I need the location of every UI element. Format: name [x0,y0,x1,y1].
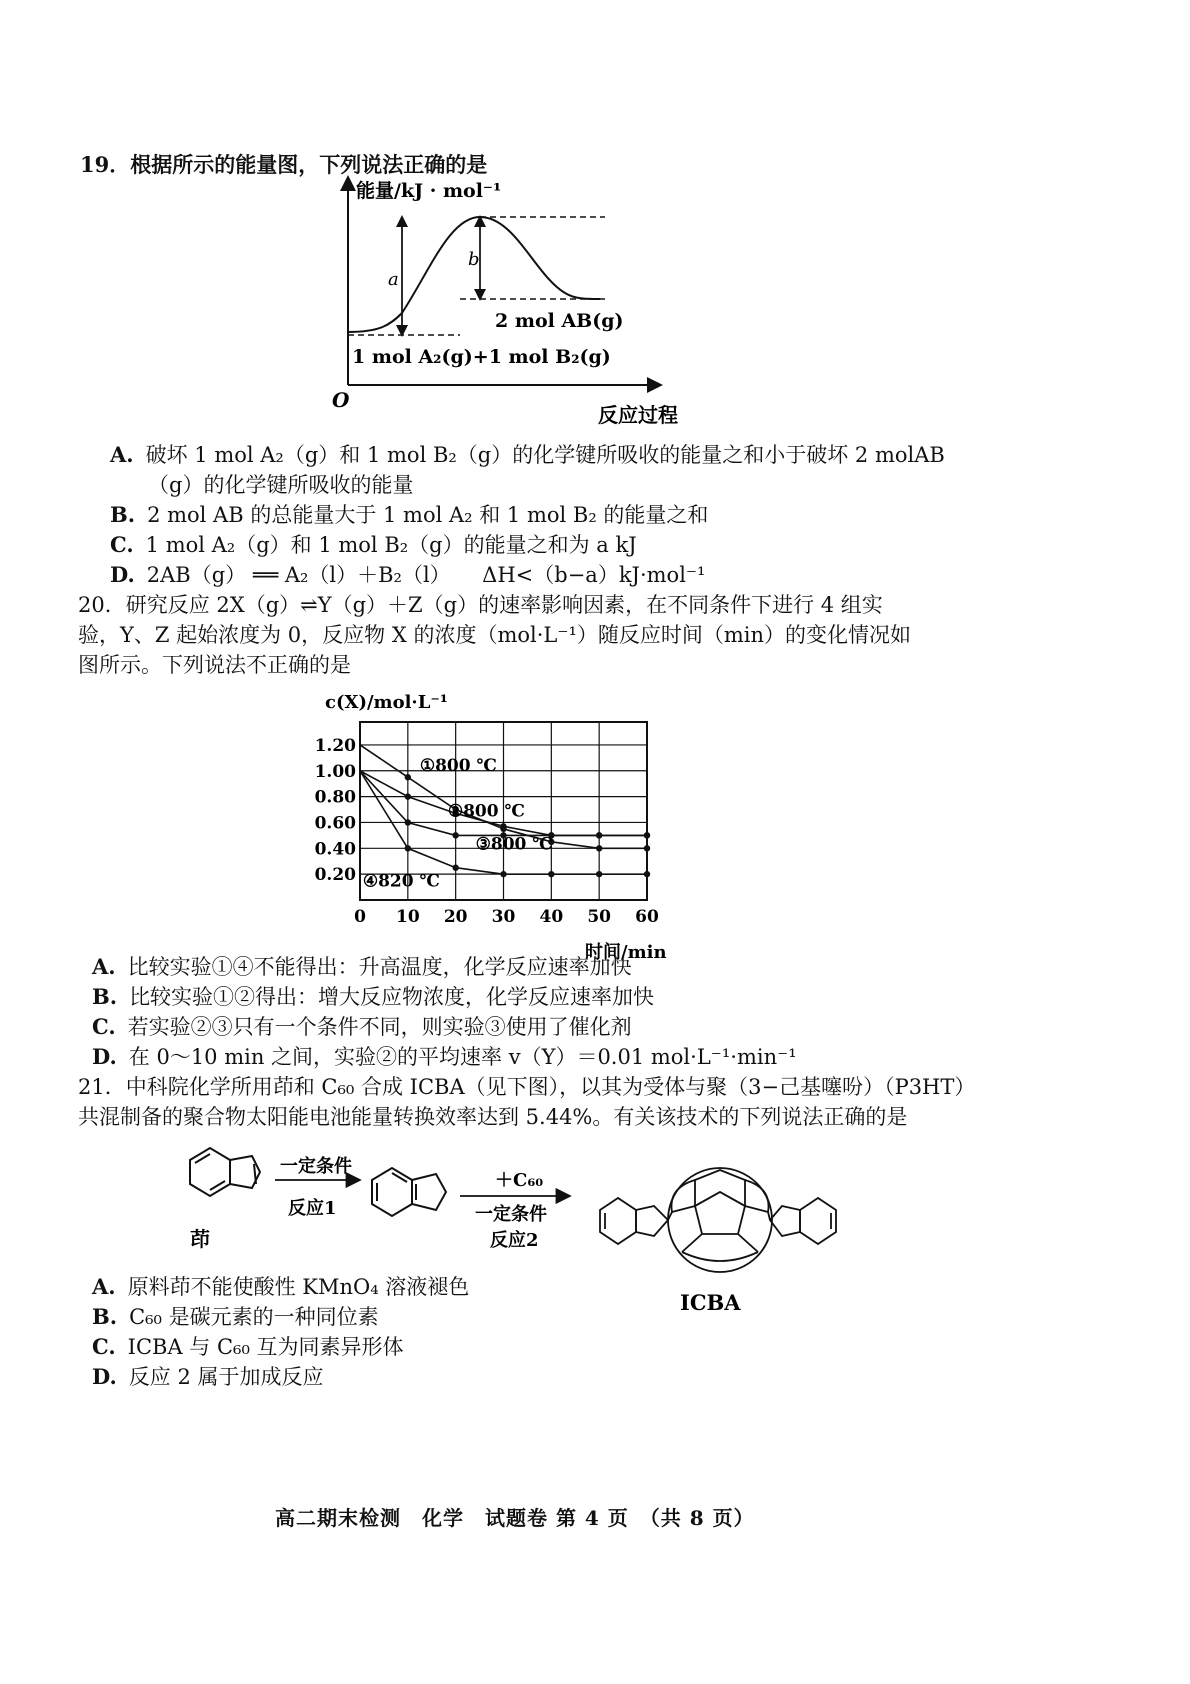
icba-structure [600,1168,836,1272]
option-text: 破坏 1 mol A₂（g）和 1 mol B₂（g）的化学键所吸收的能量之和小于破坏 2 molAB [145,443,945,467]
y-tick-label: 0.40 [314,839,356,860]
data-point [596,832,602,838]
q19-option-d[interactable] [110,560,705,590]
x-tick-label: 10 [395,907,420,927]
page-footer: 高二期末检测 化学 试题卷 第 4 页 （共 8 页） [275,1506,755,1530]
y-axis-label: c(X)/mol·L⁻¹ [325,692,448,713]
option-text: 若实验②③只有一个条件不同，则实验③使用了催化剂 [127,1015,632,1039]
data-point [405,793,411,799]
q21-option-c[interactable] [92,1332,404,1362]
q19-option-a[interactable] [110,440,945,470]
data-point [596,871,602,877]
option-label: B. [92,984,118,1009]
data-point [548,871,554,877]
x-tick-label: 30 [491,907,516,927]
y-tick-label: 0.80 [314,787,356,808]
arrow1-label: 反应1 [288,1198,337,1219]
q19-option-b[interactable] [110,500,708,530]
reactant-level-label: 1 mol A₂(g)+1 mol B₂(g) [352,346,611,368]
q21-option-a[interactable] [92,1272,469,1302]
q20-stem-line: 20．研究反应 2X（g）⇌Y（g）＋Z（g）的速率影响因素，在不同条件下进行 4 组实 [78,593,883,617]
series-label: ①800 ℃ [419,756,497,777]
option-text: 原料茚不能使酸性 KMnO₄ 溶液褪色 [127,1275,470,1299]
y-tick-label: 0.60 [314,813,356,834]
q21-stem-line: 21．中科院化学所用茚和 C₆₀ 合成 ICBA（见下图），以其为受体与聚（3−己基噻吩）（P3HT） [78,1075,976,1099]
option-label: A. [92,1274,116,1299]
q20-option-a[interactable] [92,952,632,982]
option-label: A. [110,442,134,467]
option-label: D. [110,562,135,587]
data-point [500,871,506,877]
option-text: 2AB（g） ══ A₂（l）＋B₂（l） ΔH<（b−a）kJ·mol⁻¹ [146,563,706,587]
arrow1-condition: 一定条件 [280,1156,352,1177]
option-label: B. [92,1304,118,1329]
origin-label: O [332,388,350,412]
icba-label: ICBA [680,1290,741,1315]
data-point [500,823,506,829]
data-point [644,832,650,838]
data-point [405,819,411,825]
concentration-time-chart [314,690,715,975]
q19-stem: 19．根据所示的能量图，下列说法正确的是 [80,152,488,177]
label-a: a [388,269,399,290]
y-tick-label: 1.20 [314,735,356,756]
series-label: ③800 ℃ [475,834,553,855]
series-label: ②800 ℃ [447,801,525,822]
q21-stem [78,1072,1078,1132]
q21-option-b[interactable] [92,1302,379,1332]
q20-option-b[interactable] [92,982,654,1012]
arrow2-condition: 一定条件 [475,1204,547,1225]
q20-option-c[interactable] [92,1012,632,1042]
indene-structure [190,1148,260,1196]
q19-option-c[interactable] [110,530,637,560]
q20-stem-line: 验，Y、Z 起始浓度为 0，反应物 X 的浓度（mol·L⁻¹）随反应时间（min）的变化情况如 [78,623,912,647]
option-label: A. [92,954,116,979]
option-text: ICBA 与 C₆₀ 互为同素异形体 [127,1335,404,1359]
option-label: D. [92,1044,117,1069]
x-tick-label: 60 [635,907,659,927]
q21-option-d[interactable] [92,1362,324,1392]
x-tick-label: 0 [354,907,366,927]
option-label: B. [110,502,136,527]
isoindene-structure [372,1168,446,1216]
energy-diagram [320,175,680,425]
x-tick-label: 40 [539,907,564,927]
arrow2-reagent: ＋C₆₀ [495,1170,544,1191]
data-point [644,845,650,851]
data-point [405,774,411,780]
label-b: b [468,249,480,270]
y-tick-label: 0.20 [314,865,356,886]
option-text: 比较实验①④不能得出：升高温度，化学反应速率加快 [127,955,632,979]
option-label: C. [92,1334,116,1359]
data-point [644,871,650,877]
option-text: 2 mol AB 的总能量大于 1 mol A₂ 和 1 mol B₂ 的能量之和 [147,503,709,527]
x-axis-label: 时间/min [585,942,667,963]
q20-stem-line: 图所示。下列说法不正确的是 [78,653,351,677]
data-point [452,864,458,870]
x-tick-label: 50 [587,907,612,927]
option-label: C. [92,1014,116,1039]
series-label: ④820 ℃ [362,871,440,892]
option-label: C. [110,532,134,557]
y-tick-label: 1.00 [314,761,356,782]
option-text: 比较实验①②得出：增大反应物浓度，化学反应速率加快 [129,985,655,1009]
q20-option-d[interactable] [92,1042,797,1072]
option-label: D. [92,1364,117,1389]
data-point [452,832,458,838]
data-point [596,845,602,851]
option-text: 在 0～10 min 之间，实验②的平均速率 v（Y）＝0.01 mol·L⁻¹·min⁻¹ [128,1045,797,1069]
arrow2-label: 反应2 [490,1230,539,1251]
option-text: C₆₀ 是碳元素的一种同位素 [129,1305,379,1329]
option-text: 反应 2 属于加成反应 [128,1365,324,1389]
product-level-label: 2 mol AB(g) [495,310,624,332]
q21-stem-line: 共混制备的聚合物太阳能电池能量转换效率达到 5.44%。有关该技术的下列说法正确的是 [78,1105,908,1129]
indene-label: 茚 [190,1227,210,1251]
data-point [405,845,411,851]
q19-option-a-cont: （g）的化学键所吸收的能量 [148,473,414,497]
q20-stem [78,590,1078,680]
x-tick-label: 20 [443,907,468,927]
energy-y-label: 能量/kJ · mol⁻¹ [356,180,502,202]
energy-x-label: 反应过程 [598,403,678,427]
option-text: 1 mol A₂（g）和 1 mol B₂（g）的能量之和为 a kJ [145,533,637,557]
